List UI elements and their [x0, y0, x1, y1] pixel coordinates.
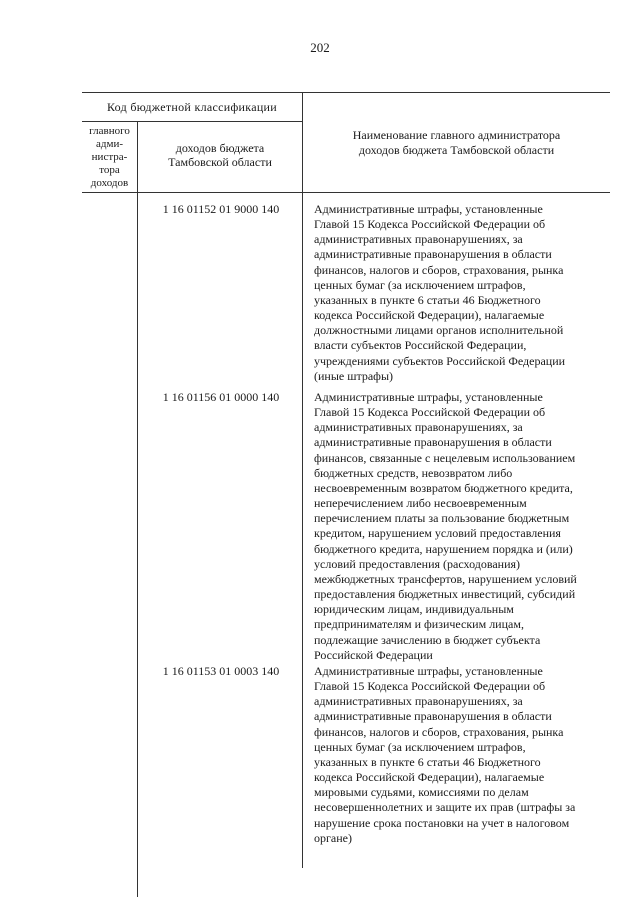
- header-name-column: Наименование главного администратора доходов бюджета Тамбовской области: [352, 128, 561, 157]
- row-3-description: Административные штрафы, установленные Главой 15 Кодекса Российской Федерации об административных правонарушениях, за административные правонарушения в области финансов, налогов и сборов, страхования, рынка ценных бумаг (за исключением штрафов, указанных в пункте 6 статьи 46 Бюджетного кодекса Российской Федерации), налагаемые мировыми судьями, комиссиями по делам несовершеннолетних и защите их прав (штрафы за нарушение срока постановки на учет в налоговом органе): [314, 664, 576, 845]
- header-divider: [82, 121, 302, 122]
- row-2-description: Административные штрафы, установленные Главой 15 Кодекса Российской Федерации об административных правонарушениях, за административные правонарушения в области финансов, связанные с нецелевым использованием бюджетных средств, невозвратом либо несвоевременным возвратом бюджетного кредита, неперечислением либо несвоевременным перечислением платы за пользование бюджетным кредитом, нарушением условий предоставления бюджетного кредита, нарушением порядка и (или) условий предоставления (расходования) межбюджетных трансфертов, нарушением условий предоставления бюджетных инвестиций, субсидий юридическим лицам, индивидуальным предпринимателям и физическим лицам, подлежащие зачислению в бюджет субъекта Российской Федерации: [314, 390, 577, 662]
- header-income-column: доходов бюджета Тамбовской области: [168, 141, 272, 169]
- table-top-border: [82, 92, 610, 93]
- column-divider-2: [302, 92, 303, 868]
- header-bottom-border: [82, 192, 610, 193]
- column-divider-1: [137, 121, 138, 897]
- row-2-code: 1 16 01156 01 0000 140: [162, 390, 280, 404]
- page-number: 202: [310, 40, 330, 55]
- header-code-title: Код бюджетной классификации: [106, 100, 278, 114]
- row-1-description: Административные штрафы, установленные Главой 15 Кодекса Российской Федерации об административных правонарушениях, за административные правонарушения в области финансов, налогов и сборов, страхования, рынка ценных бумаг (за исключением штрафов, указанных в пункте 6 статьи 46 Бюджетного кодекса Российской Федерации), налагаемые должностными лицами органов исполнительной власти субъектов Российской Федерации, учреждениями субъектов Российской Федерации (иные штрафы): [314, 202, 566, 383]
- row-3-code: 1 16 01153 01 0003 140: [162, 664, 280, 678]
- row-1-code: 1 16 01152 01 9000 140: [162, 202, 280, 216]
- header-admin-column: главного адми- нистра- тора доходов: [89, 125, 130, 189]
